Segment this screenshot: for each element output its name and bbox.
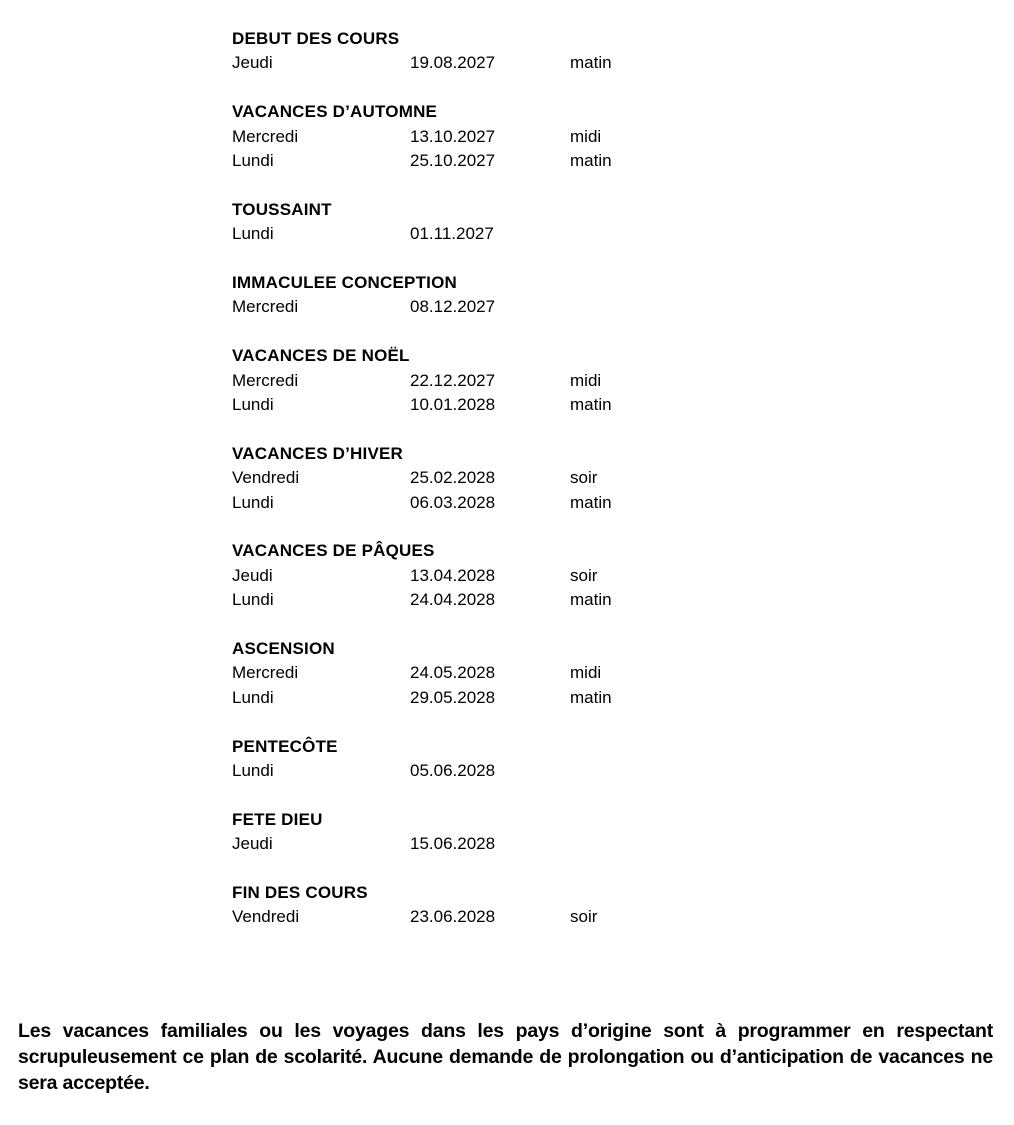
section-title: VACANCES D’AUTOMNE xyxy=(232,102,438,122)
row-time: soir xyxy=(570,907,598,927)
section-title: VACANCES D’HIVER xyxy=(232,443,404,463)
row-date: 19.08.2027 xyxy=(410,53,496,73)
row-time: soir xyxy=(570,565,598,585)
row-day: Jeudi xyxy=(232,53,273,73)
calendar-row xyxy=(232,51,612,75)
row-day: Vendredi xyxy=(232,907,300,927)
calendar-row xyxy=(232,588,612,612)
section-title: IMMACULEE CONCEPTION xyxy=(232,273,457,293)
row-date: 10.01.2028 xyxy=(410,395,496,415)
calendar-row xyxy=(232,466,612,490)
calendar-row xyxy=(232,222,612,246)
calendar-row xyxy=(232,149,612,173)
row-time xyxy=(570,759,612,783)
calendar-row xyxy=(232,295,612,319)
footer-note: Les vacances familiales ou les voyages dans les pays d’origine sont à programmer en respectant scrupuleusement ce plan de scolarité. Aucune demande de prolongation ou d’anticipation de vacances ne sera acceptée. xyxy=(18,1020,993,1094)
row-time: midi xyxy=(570,126,602,146)
row-day: Jeudi xyxy=(232,834,273,854)
row-date: 25.10.2027 xyxy=(410,151,496,171)
row-date: 25.02.2028 xyxy=(410,468,496,488)
calendar-row xyxy=(232,125,612,149)
section-title: VACANCES DE NOËL xyxy=(232,346,410,366)
calendar-row xyxy=(232,832,612,856)
row-date: 29.05.2028 xyxy=(410,687,496,707)
row-time: matin xyxy=(570,590,612,610)
row-time: midi xyxy=(570,370,602,390)
calendar-row xyxy=(232,905,612,929)
calendar-row xyxy=(232,759,612,783)
calendar-section xyxy=(232,344,612,417)
row-date: 24.04.2028 xyxy=(410,590,496,610)
row-day: Jeudi xyxy=(232,565,273,585)
section-title: FETE DIEU xyxy=(232,809,323,829)
row-time: matin xyxy=(570,395,612,415)
row-date: 05.06.2028 xyxy=(410,761,496,781)
row-time xyxy=(570,832,612,856)
row-day: Lundi xyxy=(232,224,274,244)
row-time: midi xyxy=(570,663,602,683)
row-day: Lundi xyxy=(232,151,274,171)
calendar-section xyxy=(232,881,612,930)
calendar-section xyxy=(232,271,612,320)
calendar-row xyxy=(232,393,612,417)
calendar-row xyxy=(232,369,612,393)
row-date: 24.05.2028 xyxy=(410,663,496,683)
row-date: 23.06.2028 xyxy=(410,907,496,927)
row-day: Lundi xyxy=(232,761,274,781)
row-date: 08.12.2027 xyxy=(410,297,496,317)
row-day: Lundi xyxy=(232,687,274,707)
row-day: Mercredi xyxy=(232,663,299,683)
section-title: PENTECÔTE xyxy=(232,736,338,756)
row-date: 01.11.2027 xyxy=(410,224,494,244)
calendar-row xyxy=(232,686,612,710)
row-day: Mercredi xyxy=(232,297,299,317)
calendar-section xyxy=(232,442,612,515)
section-title: DEBUT DES COURS xyxy=(232,29,400,48)
row-date: 06.03.2028 xyxy=(410,492,496,512)
calendar-section xyxy=(232,539,612,612)
row-time xyxy=(570,295,612,319)
calendar-row xyxy=(232,564,612,588)
row-time: matin xyxy=(570,151,612,171)
section-title: VACANCES DE PÂQUES xyxy=(232,541,435,561)
row-day: Mercredi xyxy=(232,370,299,390)
row-date: 13.10.2027 xyxy=(410,126,496,146)
row-day: Lundi xyxy=(232,395,274,415)
calendar-section xyxy=(232,27,612,76)
row-day: Mercredi xyxy=(232,126,299,146)
row-time xyxy=(570,222,612,246)
row-date: 22.12.2027 xyxy=(410,370,496,390)
section-title: FIN DES COURS xyxy=(232,883,368,903)
calendar-section xyxy=(232,100,612,173)
row-date: 13.04.2028 xyxy=(410,565,496,585)
row-time: matin xyxy=(570,687,612,707)
row-date: 15.06.2028 xyxy=(410,834,496,854)
calendar-row xyxy=(232,661,612,685)
row-day: Lundi xyxy=(232,590,274,610)
calendar-row xyxy=(232,491,612,515)
section-title: TOUSSAINT xyxy=(232,199,332,219)
school-calendar-list xyxy=(232,27,612,954)
calendar-section xyxy=(232,808,612,857)
calendar-section xyxy=(232,735,612,784)
row-day: Lundi xyxy=(232,492,274,512)
calendar-section xyxy=(232,198,612,247)
calendar-section xyxy=(232,637,612,710)
row-day: Vendredi xyxy=(232,468,300,488)
row-time: matin xyxy=(570,492,612,512)
section-title: ASCENSION xyxy=(232,639,335,659)
row-time: matin xyxy=(570,53,612,73)
row-time: soir xyxy=(570,468,598,488)
